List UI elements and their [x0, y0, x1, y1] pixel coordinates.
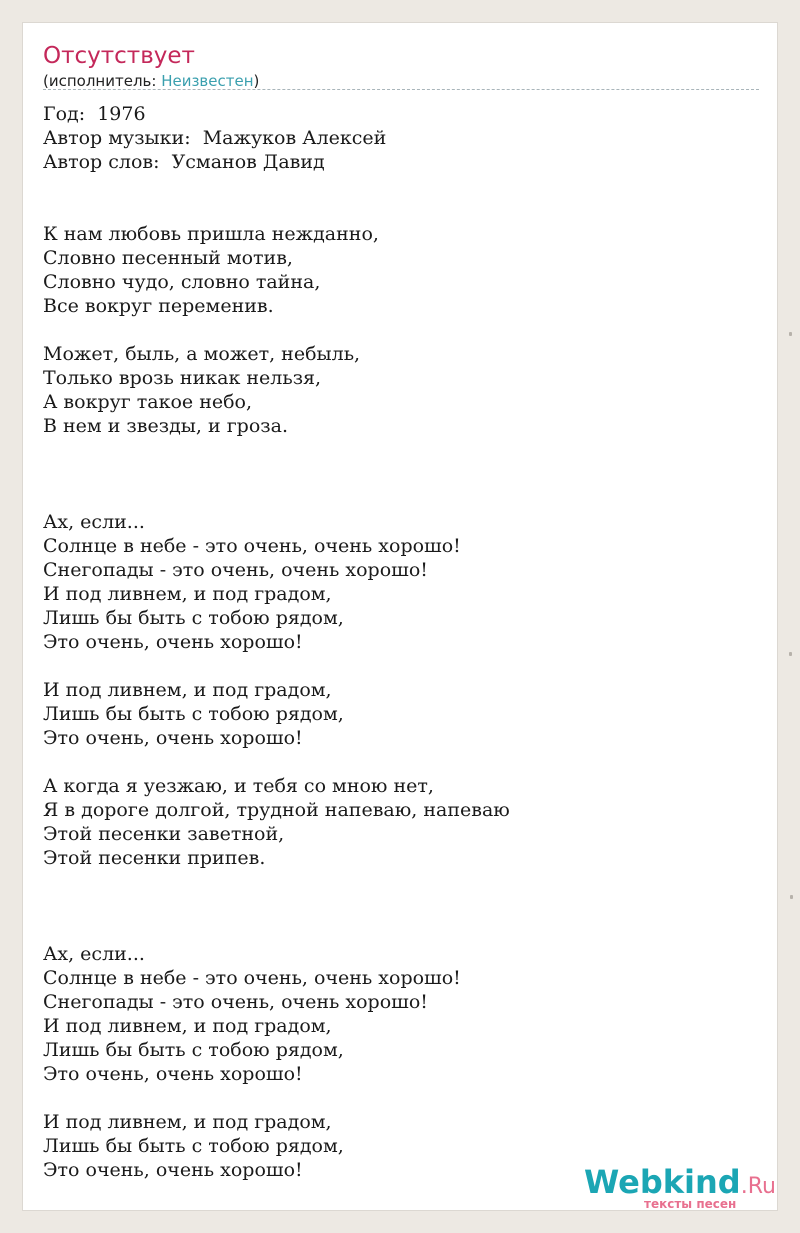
lyric-line: Словно чудо, словно тайна,: [43, 271, 321, 293]
spacer: [43, 318, 759, 342]
lyric-line: А когда я уезжаю, и тебя со мною нет,: [43, 775, 434, 797]
header-divider: [43, 89, 759, 90]
lyric-line: А вокруг такое небо,: [43, 391, 253, 413]
lyric-line: Все вокруг переменив.: [43, 295, 274, 317]
artist-suffix: ): [253, 72, 260, 90]
song-content: [43, 102, 759, 1182]
lyric-line: Солнце в небе - это очень, очень хорошо!: [43, 967, 461, 989]
lyric-line: Это очень, очень хорошо!: [43, 727, 303, 749]
lyric-line: И под ливнем, и под градом,: [43, 679, 332, 701]
page-edge-mark: [789, 652, 792, 656]
lyric-line: Лишь бы быть с тобою рядом,: [43, 703, 344, 725]
lyric-line: Это очень, очень хорошо!: [43, 1159, 303, 1181]
watermark-brand-name: Webkind: [584, 1163, 741, 1201]
lyric-line: Солнце в небе - это очень, очень хорошо!: [43, 535, 461, 557]
lyric-line: И под ливнем, и под градом,: [43, 1111, 332, 1133]
lyric-line: Этой песенки заветной,: [43, 823, 285, 845]
lyric-line: И под ливнем, и под градом,: [43, 1015, 332, 1037]
lyric-line: Это очень, очень хорошо!: [43, 631, 303, 653]
spacer: [43, 654, 759, 678]
artist-line: [43, 72, 259, 90]
lyric-line: Снегопады - это очень, очень хорошо!: [43, 559, 428, 581]
page-edge-mark: [789, 332, 792, 336]
song-title: Отсутствует: [43, 43, 195, 69]
lyric-line: Лишь бы быть с тобою рядом,: [43, 1135, 344, 1157]
lyric-line: Я в дороге долгой, трудной напеваю, напеваю: [43, 799, 510, 821]
lyric-line: Ах, если...: [43, 943, 145, 965]
lyric-line: Может, быль, а может, небыль,: [43, 343, 361, 365]
lyric-line: К нам любовь пришла нежданно,: [43, 223, 379, 245]
lyric-line: Лишь бы быть с тобою рядом,: [43, 1039, 344, 1061]
lyric-line: В нем и звезды, и гроза.: [43, 415, 288, 437]
lyrics-author-line: Автор слов: Усманов Давид: [43, 151, 325, 173]
lyric-line: Только врозь никак нельзя,: [43, 367, 322, 389]
webkind-watermark: [584, 1164, 784, 1214]
year-line: Год: 1976: [43, 103, 146, 125]
lyrics-page: [22, 22, 778, 1211]
lyric-line: И под ливнем, и под градом,: [43, 583, 332, 605]
lyric-line: Лишь бы быть с тобою рядом,: [43, 607, 344, 629]
lyric-line: Ах, если...: [43, 511, 145, 533]
artist-link[interactable]: Неизвестен: [161, 72, 254, 90]
lyric-line: Это очень, очень хорошо!: [43, 1063, 303, 1085]
music-author-line: Автор музыки: Мажуков Алексей: [43, 127, 387, 149]
artist-prefix: (исполнитель:: [43, 72, 162, 90]
spacer: [43, 870, 759, 942]
spacer: [43, 1086, 759, 1110]
watermark-brand-suffix: .Ru: [740, 1174, 776, 1199]
watermark-tagline: тексты песен: [644, 1197, 737, 1211]
lyric-line: Словно песенный мотив,: [43, 247, 293, 269]
spacer: [43, 174, 759, 222]
spacer: [43, 750, 759, 774]
lyric-line: Этой песенки припев.: [43, 847, 266, 869]
lyric-line: Снегопады - это очень, очень хорошо!: [43, 991, 428, 1013]
page-edge-mark: [790, 895, 793, 899]
spacer: [43, 438, 759, 510]
